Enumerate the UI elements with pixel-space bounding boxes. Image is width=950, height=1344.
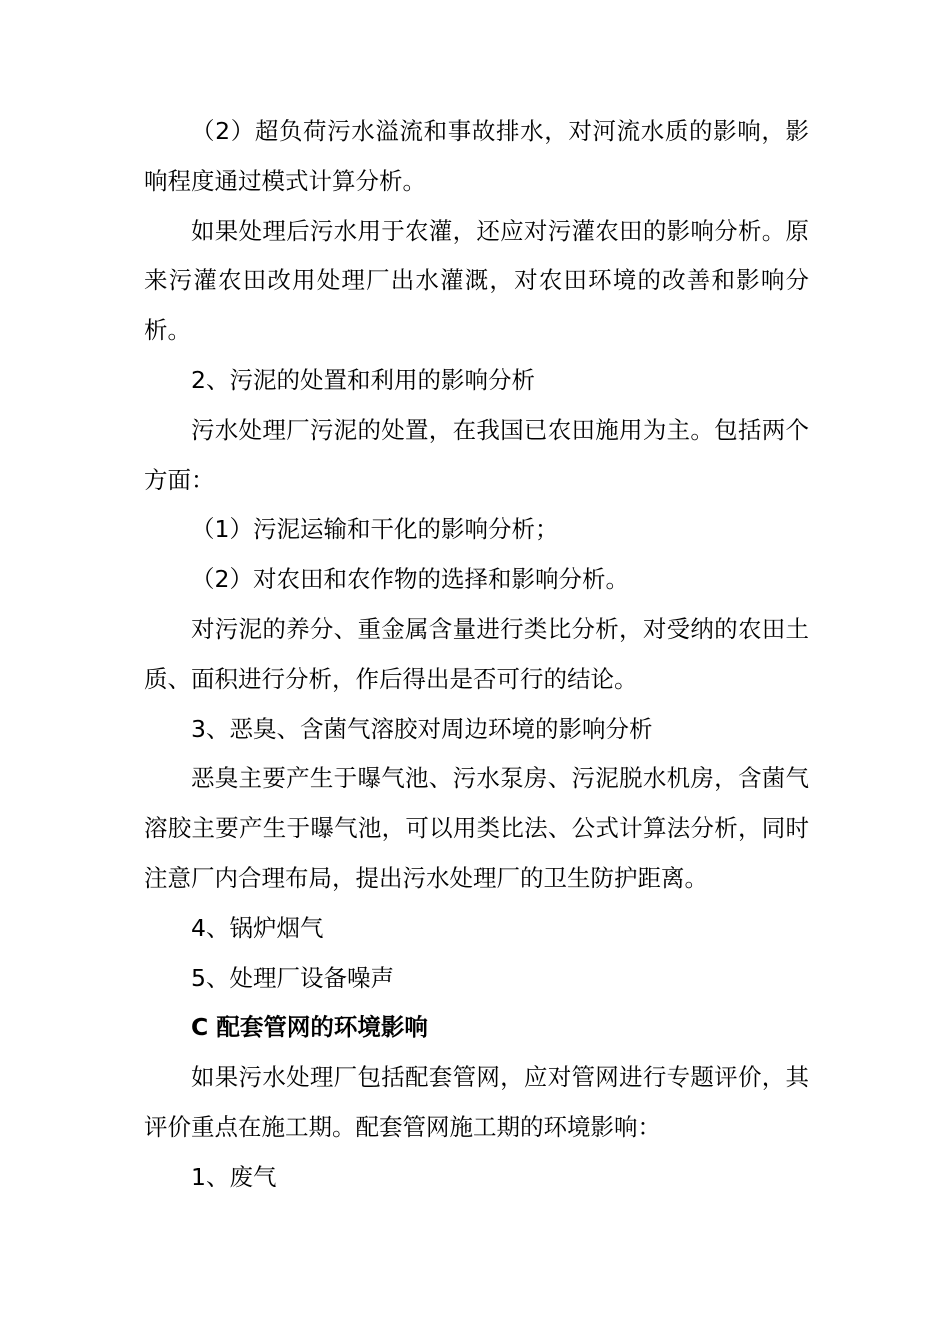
paragraph-overflow-impact: （2）超负荷污水溢流和事故排水，对河流水质的影响，影响程度通过模式计算分析。 (144, 117, 809, 195)
heading-pipe-network: C 配套管网的环境影响 (191, 1013, 428, 1042)
list-item-sludge-transport: （1）污泥运输和干化的影响分析； (191, 515, 559, 544)
paragraph-irrigation: 如果处理后污水用于农灌，还应对污灌农田的影响分析。原来污灌农田改用处理厂出水灌溉，对农田环境的改善和影响分析。 (144, 216, 809, 345)
section-boiler-flue-gas: 4、锅炉烟气 (191, 913, 324, 942)
document-page (144, 107, 809, 1203)
paragraph-odor-sources: 恶臭主要产生于曝气池、污水泵房、污泥脱水机房，含菌气溶胶主要产生于曝气池，可以用类比法、公式计算法分析，同时注意厂内合理布局，提出污水处理厂的卫生防护距离。 (144, 764, 809, 892)
paragraph-sludge-disposal: 污水处理厂污泥的处置，在我国已农田施用为主。包括两个方面： (144, 415, 809, 494)
paragraph-pipe-network-evaluation: 如果污水处理厂包括配套管网，应对管网进行专题评价，其评价重点在施工期。配套管网施工期的环境影响： (144, 1063, 809, 1141)
section-equipment-noise: 5、处理厂设备噪声 (191, 963, 394, 992)
paragraph-sludge-analysis: 对污泥的养分、重金属含量进行类比分析，对受纳的农田土质、面积进行分析，作后得出是否可行的结论。 (144, 614, 809, 693)
section-sludge-title: 2、污泥的处置和利用的影响分析 (191, 365, 535, 394)
section-waste-gas: 1、废气 (191, 1162, 277, 1191)
section-odor-title: 3、恶臭、含菌气溶胶对周边环境的影响分析 (191, 714, 653, 743)
list-item-farmland-selection: （2）对农田和农作物的选择和影响分析。 (191, 565, 629, 594)
